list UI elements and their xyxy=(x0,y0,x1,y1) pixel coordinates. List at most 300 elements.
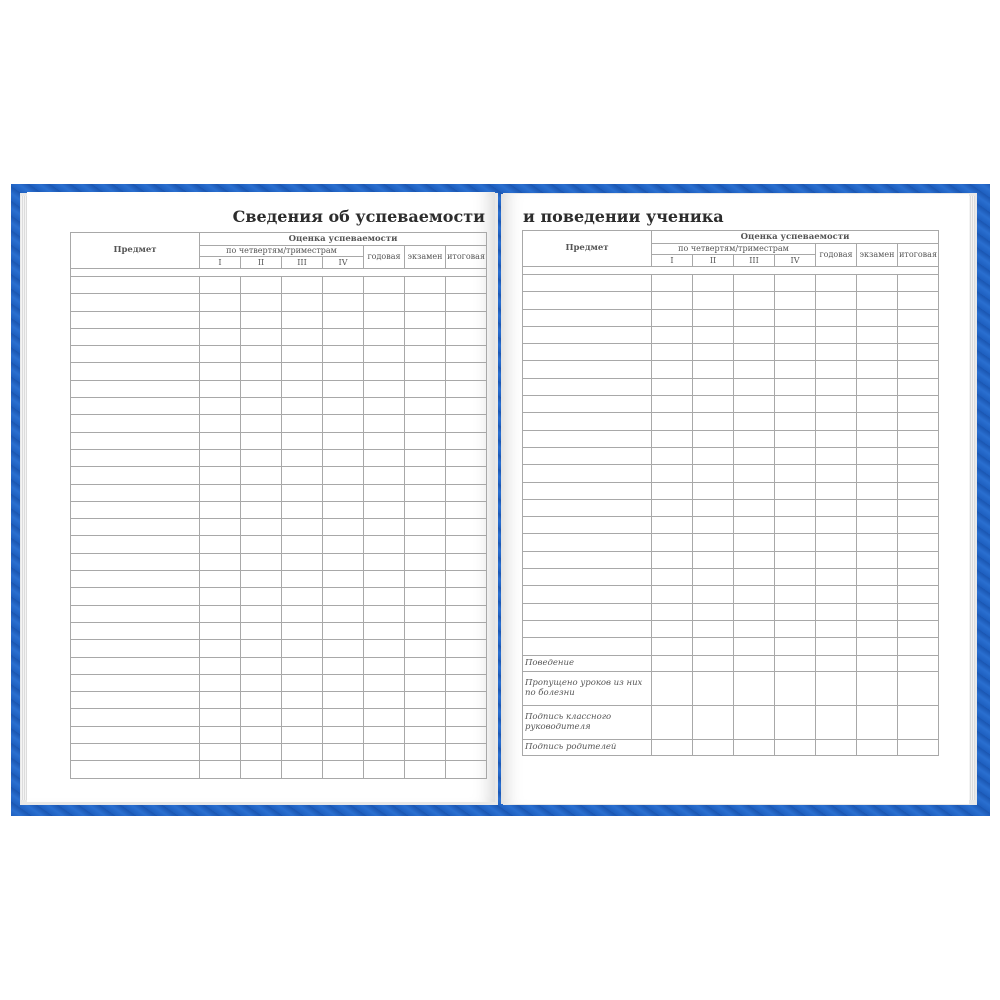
grade-cell xyxy=(200,432,241,449)
grade-cell xyxy=(816,569,857,586)
subject-cell xyxy=(523,430,652,447)
grade-cell xyxy=(364,553,405,570)
right-grade-row xyxy=(523,499,939,516)
grade-cell xyxy=(816,309,857,326)
grade-cell xyxy=(446,674,487,691)
grade-cell xyxy=(364,294,405,311)
grade-cell xyxy=(200,519,241,536)
grade-cell xyxy=(364,519,405,536)
grade-cell xyxy=(775,309,816,326)
grade-cell xyxy=(241,692,282,709)
grade-cell xyxy=(200,761,241,778)
grade-cell xyxy=(693,482,734,499)
grade-cell xyxy=(693,430,734,447)
grade-cell xyxy=(775,638,816,655)
grade-cell xyxy=(241,311,282,328)
subject-cell xyxy=(71,398,200,415)
grade-cell xyxy=(282,380,323,397)
left-grade-row xyxy=(71,692,487,709)
grade-cell xyxy=(775,396,816,413)
grade-cell xyxy=(775,275,816,292)
grade-cell xyxy=(857,638,898,655)
left-grade-row xyxy=(71,605,487,622)
grade-cell xyxy=(857,586,898,603)
grade-cell xyxy=(282,398,323,415)
grade-cell xyxy=(241,432,282,449)
grade-cell xyxy=(857,517,898,534)
grade-cell xyxy=(241,744,282,761)
exam-header-right: экзамен xyxy=(857,244,898,267)
grade-cell xyxy=(364,501,405,518)
grade-cell xyxy=(323,380,364,397)
subject-cell xyxy=(523,482,652,499)
subject-cell xyxy=(523,326,652,343)
grade-cell xyxy=(734,378,775,395)
grade-cell xyxy=(282,467,323,484)
grade-cell xyxy=(323,363,364,380)
grade-cell xyxy=(446,692,487,709)
grade-cell xyxy=(816,603,857,620)
subject-cell xyxy=(523,551,652,568)
grade-cell xyxy=(282,277,323,294)
subject-cell xyxy=(523,344,652,361)
right-grade-row xyxy=(523,344,939,361)
grade-cell xyxy=(446,277,487,294)
grade-cell xyxy=(241,501,282,518)
grade-cell xyxy=(652,378,693,395)
left-grade-row xyxy=(71,398,487,415)
subject-cell xyxy=(71,328,200,345)
grade-cell xyxy=(200,380,241,397)
subject-cell xyxy=(523,413,652,430)
grade-cell xyxy=(693,292,734,309)
parents-signature-label: Подпись родителей xyxy=(523,739,652,755)
grade-cell xyxy=(364,415,405,432)
subject-cell xyxy=(71,588,200,605)
grade-cell xyxy=(898,638,939,655)
grade-cell xyxy=(734,603,775,620)
right-grade-row xyxy=(523,482,939,499)
grade-cell xyxy=(775,378,816,395)
subject-cell xyxy=(71,571,200,588)
grade-cell xyxy=(200,294,241,311)
left-grade-row xyxy=(71,380,487,397)
grades-table-right xyxy=(522,230,939,756)
period-group-header: по четвертям/триместрам xyxy=(200,246,364,257)
grade-cell xyxy=(364,622,405,639)
grade-cell xyxy=(405,519,446,536)
grade-cell xyxy=(200,692,241,709)
grade-cell xyxy=(734,534,775,551)
left-grade-row xyxy=(71,657,487,674)
grade-cell xyxy=(816,586,857,603)
grade-cell xyxy=(652,326,693,343)
grade-cell xyxy=(323,432,364,449)
grade-cell xyxy=(775,326,816,343)
grade-cell xyxy=(857,569,898,586)
grade-cell xyxy=(323,761,364,778)
grade-cell xyxy=(241,709,282,726)
grade-cell xyxy=(775,620,816,637)
grade-cell xyxy=(734,413,775,430)
grade-cell xyxy=(241,363,282,380)
grade-cell xyxy=(816,378,857,395)
grade-cell xyxy=(405,311,446,328)
grade-cell xyxy=(652,292,693,309)
grade-cell xyxy=(364,536,405,553)
grade-cell xyxy=(775,465,816,482)
grade-cell xyxy=(323,519,364,536)
grade-cell xyxy=(734,396,775,413)
exam-header: экзамен xyxy=(405,246,446,269)
grade-cell xyxy=(323,415,364,432)
grade-cell xyxy=(405,346,446,363)
grade-cell xyxy=(200,605,241,622)
left-grade-row xyxy=(71,294,487,311)
annual-header: годовая xyxy=(364,246,405,269)
grade-cell xyxy=(241,449,282,466)
grade-cell xyxy=(446,398,487,415)
subject-cell xyxy=(523,517,652,534)
grade-cell xyxy=(446,536,487,553)
grade-cell xyxy=(816,447,857,464)
grade-cell xyxy=(857,292,898,309)
grade-cell xyxy=(323,657,364,674)
grade-cell xyxy=(282,519,323,536)
grade-cell xyxy=(405,467,446,484)
grade-cell xyxy=(816,413,857,430)
grade-cell xyxy=(405,294,446,311)
grade-cell xyxy=(364,449,405,466)
grade-cell xyxy=(693,551,734,568)
grade-cell xyxy=(898,603,939,620)
grade-cell xyxy=(816,534,857,551)
grade-cell xyxy=(857,430,898,447)
grade-cell xyxy=(405,744,446,761)
grade-cell xyxy=(200,363,241,380)
grade-cell xyxy=(241,657,282,674)
period-header-3: III xyxy=(282,257,323,269)
annual-header-right: годовая xyxy=(816,244,857,267)
subject-cell xyxy=(71,622,200,639)
grade-cell xyxy=(405,726,446,743)
grade-group-header: Оценка успеваемости xyxy=(200,233,487,246)
grade-cell xyxy=(282,744,323,761)
grade-cell xyxy=(241,726,282,743)
grade-cell xyxy=(734,344,775,361)
grade-cell xyxy=(898,275,939,292)
grade-cell xyxy=(364,744,405,761)
grade-cell xyxy=(898,378,939,395)
grade-cell xyxy=(323,346,364,363)
right-grade-row xyxy=(523,361,939,378)
grade-cell xyxy=(446,501,487,518)
grade-cell xyxy=(775,344,816,361)
period-header-right-4: IV xyxy=(775,255,816,267)
grade-cell xyxy=(446,467,487,484)
subject-cell xyxy=(71,311,200,328)
grade-cell xyxy=(405,761,446,778)
grade-cell xyxy=(652,534,693,551)
grade-cell xyxy=(405,605,446,622)
grade-cell xyxy=(898,569,939,586)
left-grade-row xyxy=(71,553,487,570)
grade-cell xyxy=(200,744,241,761)
grade-cell xyxy=(323,484,364,501)
left-grade-row xyxy=(71,622,487,639)
grade-cell xyxy=(282,640,323,657)
grade-cell xyxy=(200,484,241,501)
grade-cell xyxy=(241,640,282,657)
grade-cell xyxy=(816,326,857,343)
right-grade-row xyxy=(523,396,939,413)
grade-cell xyxy=(446,605,487,622)
grade-cell xyxy=(898,534,939,551)
grade-cell xyxy=(693,326,734,343)
grade-cell xyxy=(857,344,898,361)
period-group-header-right: по четвертям/триместрам xyxy=(652,244,816,255)
grade-cell xyxy=(405,449,446,466)
grade-cell xyxy=(364,640,405,657)
left-grade-row xyxy=(71,640,487,657)
grade-cell xyxy=(652,499,693,516)
grade-cell xyxy=(405,709,446,726)
grade-cell xyxy=(200,640,241,657)
grade-cell xyxy=(446,657,487,674)
grade-cell xyxy=(446,449,487,466)
grade-cell xyxy=(734,551,775,568)
grade-cell xyxy=(200,536,241,553)
grade-cell xyxy=(200,501,241,518)
grade-cell xyxy=(241,571,282,588)
grade-cell xyxy=(446,432,487,449)
grade-cell xyxy=(200,571,241,588)
grade-cell xyxy=(241,553,282,570)
grade-cell xyxy=(857,482,898,499)
right-grade-row xyxy=(523,569,939,586)
grade-cell xyxy=(816,275,857,292)
grade-cell xyxy=(816,344,857,361)
grade-cell xyxy=(405,277,446,294)
grade-cell xyxy=(364,311,405,328)
grade-cell xyxy=(241,536,282,553)
subject-cell xyxy=(71,415,200,432)
right-grade-row xyxy=(523,465,939,482)
grade-cell xyxy=(857,620,898,637)
left-grade-row xyxy=(71,432,487,449)
grade-cell xyxy=(734,499,775,516)
grade-cell xyxy=(652,344,693,361)
grade-cell xyxy=(405,553,446,570)
subject-cell xyxy=(523,603,652,620)
grade-cell xyxy=(446,363,487,380)
grade-cell xyxy=(775,551,816,568)
grade-cell xyxy=(282,588,323,605)
grade-cell xyxy=(816,620,857,637)
grade-cell xyxy=(775,603,816,620)
right-grade-row xyxy=(523,430,939,447)
grade-cell xyxy=(652,430,693,447)
subject-cell xyxy=(523,447,652,464)
right-grade-row xyxy=(523,275,939,292)
grade-cell xyxy=(446,484,487,501)
subject-cell xyxy=(71,294,200,311)
grade-cell xyxy=(323,553,364,570)
grade-cell xyxy=(282,709,323,726)
final-header-right: итоговая xyxy=(898,244,939,267)
right-footer xyxy=(523,655,939,755)
grade-cell xyxy=(857,326,898,343)
grade-cell xyxy=(857,413,898,430)
grade-cell xyxy=(775,413,816,430)
grade-cell xyxy=(282,674,323,691)
left-grade-row xyxy=(71,571,487,588)
left-grade-row xyxy=(71,415,487,432)
grade-cell xyxy=(323,692,364,709)
subject-cell xyxy=(523,499,652,516)
grade-cell xyxy=(200,467,241,484)
right-grade-row xyxy=(523,309,939,326)
grade-cell xyxy=(775,499,816,516)
grade-cell xyxy=(323,744,364,761)
grade-cell xyxy=(282,311,323,328)
grade-cell xyxy=(323,605,364,622)
grade-cell xyxy=(693,447,734,464)
grade-cell xyxy=(405,571,446,588)
subject-cell xyxy=(71,692,200,709)
grade-cell xyxy=(898,482,939,499)
grade-cell xyxy=(898,551,939,568)
grade-cell xyxy=(898,413,939,430)
grades-table-left xyxy=(70,232,487,779)
grade-cell xyxy=(734,569,775,586)
grade-cell xyxy=(446,588,487,605)
subject-cell xyxy=(523,638,652,655)
grade-cell xyxy=(898,361,939,378)
subject-cell xyxy=(71,674,200,691)
grade-cell xyxy=(693,465,734,482)
subject-cell xyxy=(71,744,200,761)
subject-cell xyxy=(71,519,200,536)
grade-cell xyxy=(405,640,446,657)
missed-lessons-label: Пропущено уроков из них по болезни xyxy=(523,671,652,705)
grade-cell xyxy=(405,380,446,397)
subject-cell xyxy=(71,553,200,570)
grade-cell xyxy=(405,657,446,674)
subject-cell xyxy=(71,640,200,657)
subject-cell xyxy=(523,586,652,603)
grade-cell xyxy=(857,361,898,378)
grade-cell xyxy=(323,709,364,726)
subject-cell xyxy=(523,309,652,326)
grade-cell xyxy=(775,447,816,464)
subject-header: Предмет xyxy=(71,233,200,269)
right-grade-row xyxy=(523,378,939,395)
grade-cell xyxy=(405,432,446,449)
grade-cell xyxy=(446,380,487,397)
grade-cell xyxy=(775,517,816,534)
subject-cell xyxy=(523,361,652,378)
grade-cell xyxy=(446,553,487,570)
left-grade-row xyxy=(71,328,487,345)
grade-cell xyxy=(323,674,364,691)
left-page-title: Сведения об успеваемости xyxy=(232,207,485,226)
subject-cell xyxy=(523,569,652,586)
grade-cell xyxy=(241,484,282,501)
grade-cell xyxy=(816,482,857,499)
subject-cell xyxy=(523,378,652,395)
grade-cell xyxy=(323,467,364,484)
right-page-title: и поведении ученика xyxy=(523,207,724,226)
subject-cell xyxy=(523,620,652,637)
grade-cell xyxy=(693,638,734,655)
grade-cell xyxy=(200,277,241,294)
grade-cell xyxy=(282,726,323,743)
grade-cell xyxy=(693,413,734,430)
grade-cell xyxy=(200,398,241,415)
grade-cell xyxy=(323,398,364,415)
grade-cell xyxy=(405,501,446,518)
grade-cell xyxy=(200,709,241,726)
period-header-2: II xyxy=(241,257,282,269)
grade-cell xyxy=(816,361,857,378)
grade-cell xyxy=(734,430,775,447)
subject-cell xyxy=(523,534,652,551)
grade-cell xyxy=(200,311,241,328)
grade-cell xyxy=(282,536,323,553)
grade-cell xyxy=(323,536,364,553)
grade-cell xyxy=(241,519,282,536)
grade-cell xyxy=(446,640,487,657)
grade-cell xyxy=(364,657,405,674)
grade-cell xyxy=(446,294,487,311)
subject-cell xyxy=(523,465,652,482)
grade-cell xyxy=(693,586,734,603)
left-grade-row xyxy=(71,363,487,380)
left-grade-row xyxy=(71,346,487,363)
subject-cell xyxy=(71,605,200,622)
grade-cell xyxy=(364,692,405,709)
left-grade-row xyxy=(71,588,487,605)
left-grade-row xyxy=(71,277,487,294)
grade-cell xyxy=(898,517,939,534)
grade-cell xyxy=(898,430,939,447)
grade-cell xyxy=(652,517,693,534)
grade-cell xyxy=(775,534,816,551)
grade-cell xyxy=(282,657,323,674)
grade-cell xyxy=(282,294,323,311)
grade-cell xyxy=(734,447,775,464)
grade-cell xyxy=(241,380,282,397)
teacher-signature-label: Подпись классного руководителя xyxy=(523,705,652,739)
final-header: итоговая xyxy=(446,246,487,269)
grade-cell xyxy=(405,415,446,432)
grade-cell xyxy=(816,430,857,447)
grade-cell xyxy=(405,622,446,639)
grade-cell xyxy=(200,449,241,466)
grade-cell xyxy=(200,674,241,691)
grade-cell xyxy=(446,328,487,345)
grade-cell xyxy=(241,467,282,484)
grade-cell xyxy=(775,361,816,378)
right-grade-row xyxy=(523,586,939,603)
subject-cell xyxy=(71,467,200,484)
grade-cell xyxy=(816,292,857,309)
grade-cell xyxy=(652,620,693,637)
grade-cell xyxy=(323,449,364,466)
grade-cell xyxy=(282,571,323,588)
period-header-right-2: II xyxy=(693,255,734,267)
